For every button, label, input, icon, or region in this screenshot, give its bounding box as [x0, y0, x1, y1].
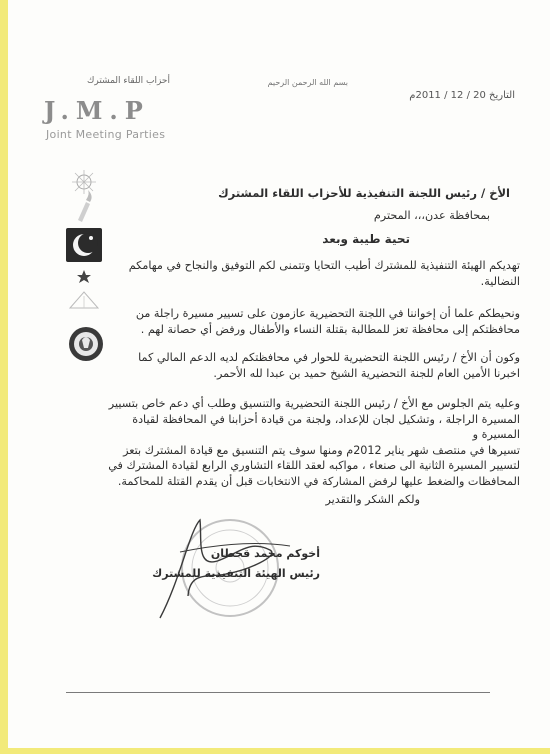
triangle-logo-icon: [70, 292, 98, 308]
recipient-line: الأخ / رئيس اللجنة التنفيذية للأحزاب اللقاء المشترك: [218, 186, 510, 200]
yellow-bottom-strip: [0, 748, 550, 754]
paragraph-line: وعليه يتم الجلوس مع الأخ / رئيس اللجنة التحضيرية والتنسيق وطلب أي دعم خاص بتسيير: [108, 397, 520, 410]
basmala: بسم الله الرحمن الرحيم: [267, 78, 348, 87]
jmp-logo-english: Joint Meeting Parties: [46, 128, 166, 141]
paragraph-line: لتسيير المسيرة الثانية الى صنعاء ، مواكبه لعقد اللقاء التشاوري الرابع لقيادة المشترك في: [108, 459, 520, 472]
recipient-location: بمحافظة عدن،،، المحترم: [373, 209, 490, 222]
signatory-name: أخوكم محمد قحطان: [210, 547, 320, 560]
crescent-star-logo-icon: [66, 228, 102, 262]
signatory-title: رئيس الهيئة التنفيذية للمشترك: [152, 567, 320, 580]
paragraph-line: وكون أن الأخ / رئيس اللجنة التحضيرية للحوار في محافظتكم لديه الدعم المالي كما: [138, 351, 520, 364]
paragraph-line: محافظتكم إلى محافظة تعز للمطالبة بقتلة النساء والأطفال ورفض أي حصانة لهم .: [140, 322, 520, 336]
torch-logo-icon: [78, 190, 92, 222]
sunburst-logo-icon: [72, 170, 96, 194]
signature-stamp: [130, 500, 330, 630]
letter-date: التاريخ 20 / 12 / 2011م: [409, 90, 515, 101]
yellow-margin-strip: [0, 0, 8, 754]
paragraph-line: اخبرنا الأمين العام للجنة التحضيرية الشيخ حميد بن عبدا لله الأحمر.: [213, 366, 520, 380]
greeting: تحية طيبة وبعد: [322, 232, 410, 246]
paragraph-line: تسيرها في منتصف شهر يناير 2012م ومنها سوف يتم التنسيق مع قيادة المشترك بتعز: [123, 443, 520, 457]
star-logo-icon: [77, 270, 91, 283]
paragraph-line: ونحيطكم علما أن إخواننا في اللجنة التحضيرية عازمون على تسيير مسيرة راجلة من: [135, 307, 520, 320]
footer-divider: [66, 692, 490, 693]
paragraph-line: تهديكم الهيئة التنفيذية للمشترك أطيب التحايا وتتمنى لكم التوفيق والنجاح في مهامكم: [128, 259, 520, 272]
round-emblem-logo-icon: [69, 327, 103, 361]
paragraph-intro: [110, 258, 520, 289]
paragraph-line: النضالية.: [480, 274, 520, 288]
paragraph-instructions: [100, 396, 520, 489]
paragraph-line: المسيرة الراجلة ، وتشكيل لجان للإعداد، ولجنة من قيادة أحزابنا في المحافظة لقيادة المسيرة و: [132, 412, 520, 441]
jmp-logo-text: J.M.P: [44, 96, 150, 125]
paragraph-march-plan: [110, 306, 520, 337]
paragraph-funding: [110, 350, 520, 381]
closing-line: ولكم الشكر والتقدير: [325, 493, 420, 506]
org-name-arabic: أحزاب اللقاء المشترك: [86, 76, 170, 86]
paragraph-line: المحافظات والضغط عليها لرفض المشاركة في الانتخابات قبل أن يقدم القتلة للمحاكمة.: [117, 474, 520, 488]
